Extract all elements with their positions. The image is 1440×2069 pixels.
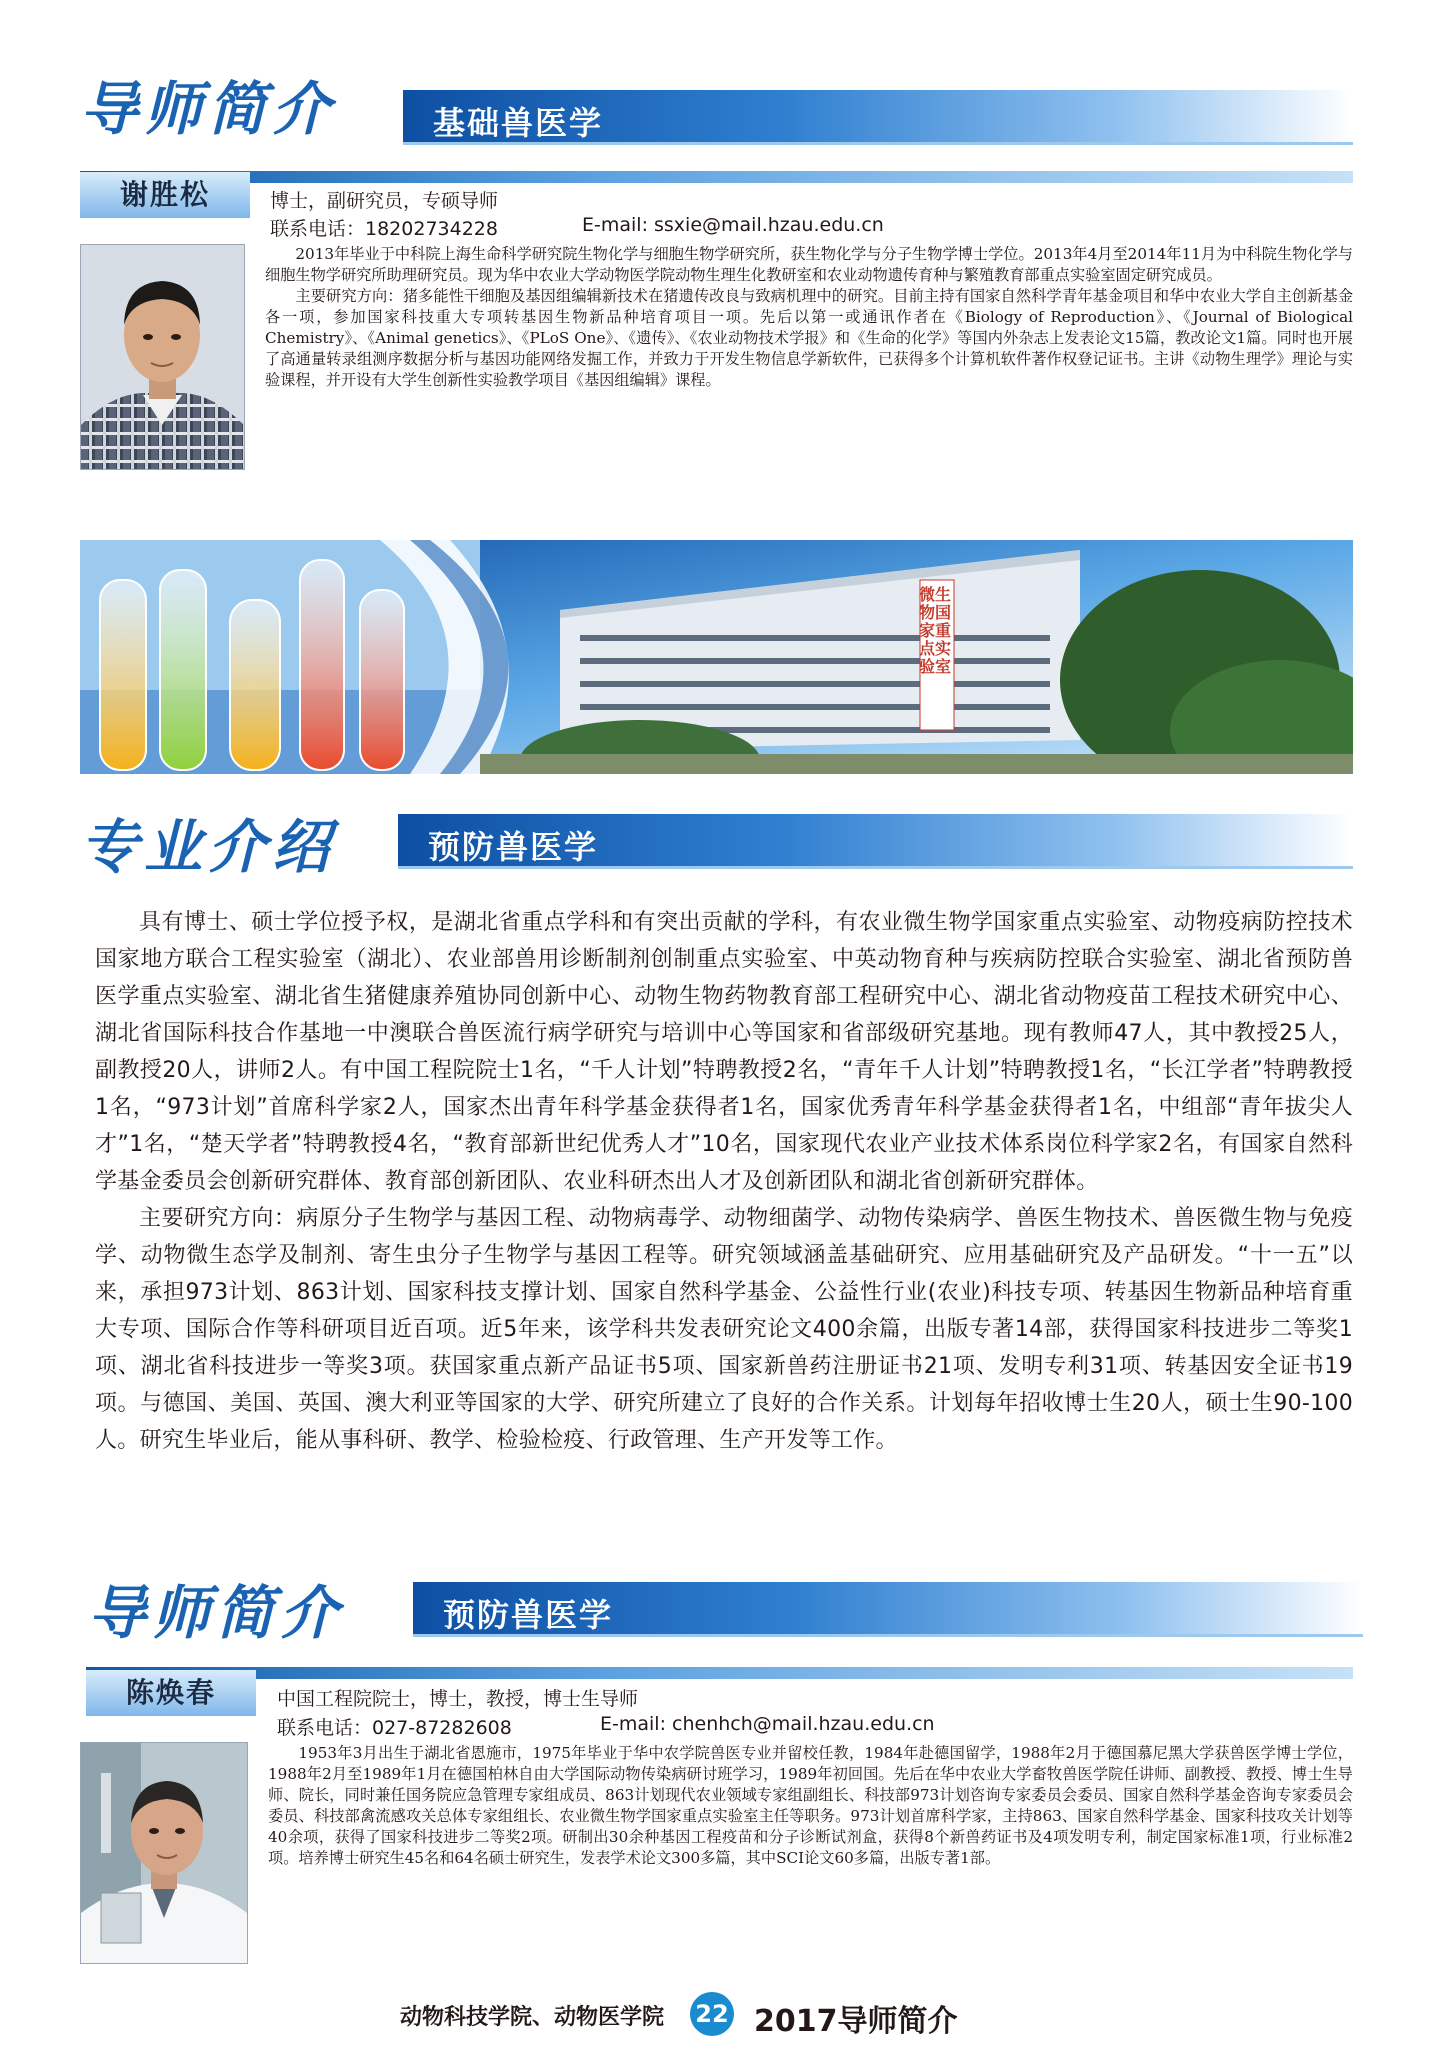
tutor1-name: 谢胜松 (80, 172, 250, 218)
tutor2-name: 陈焕春 (86, 1670, 256, 1716)
tutor1-bio-paragraph-1: 2013年毕业于中科院上海生命科学研究院生物化学与细胞生物学研究所，获生物化学与分子生物学博士学位。2013年4月至2014年11月为中科院生物化学与细胞生物学研究所助理研究员。现为华中农业大学动物医学院动物生理生化教研室和农业动物遗传育种与繁殖教育部重点实验室固定研究成员。 (265, 245, 1353, 284)
footer-college: 动物科技学院、动物医学院 (400, 2005, 665, 2030)
tutor2-bio-paragraph-1: 1953年3月出生于湖北省恩施市，1975年毕业于华中农学院兽医专业并留校任教，1984年赴德国留学，1988年2月于德国慕尼黑大学获兽医学博士学位，1988年2月至1989年1月在德国柏林自由大学国际动物传染病研讨班学习，1989年初回国。先后在华中农业大学畜牧兽医学院任讲师、副教授、教授、博士生导师、院长，同时兼任国务院应急管理专家组成员、863计划现代农业领域专家组副组长、科技部973计划咨询专家委员会委员、国家自然科学基金咨询专家委员会委员、科技部禽流感攻关总体专家组组长、农业微生物学国家重点实验室主任等职务。973计划首席科学家，主持863、国家自然科学基金、国家科技攻关计划等40余项，获得了国家科技进步二等奖2项。研制出30余种基因工程疫苗和分子诊断试剂盒，获得8个新兽药证书及4项发明专利，制定国家标准1项，行业标准2项。培养博士研究生45名和64名硕士研究生，发表学术论文300多篇，其中SCI论文60多篇，出版专著1部。 (268, 1744, 1353, 1867)
section-subtitle-preventive-vet-major: 预防兽医学 (428, 828, 599, 866)
tutor1-bio-paragraph-2: 主要研究方向：猪多能性干细胞及基因组编辑新技术在猪遗传改良与致病机理中的研究。目前主持有国家自然科学青年基金项目和华中农业大学自主创新基金各一项，参加国家科技重大专项转基因生物新品种培育项目一项。先后以第一或通讯作者在《Biology of Reproduction》、《Journal of Biological Chemistry》、《Animal genetics》、《PLoS One》、《遗传》、《农业动物技术学报》和《生命的化学》等国内外杂志上发表论文15篇，教改论文1篇。同时也开展了高通量转录组测序数据分析与基因功能网络发掘工作，并致力于开发生物信息学新软件，已获得多个计算机软件著作权登记证书。主讲《动物生理学》理论与实验课程，并开设有大学生创新性实验教学项目《基因组编辑》课程。 (265, 287, 1353, 389)
section-bar-preventive-vet (413, 1582, 1363, 1637)
section-title-tutor-intro-2: 导师简介 (88, 1579, 345, 1647)
lab-banner-image (80, 540, 1353, 774)
major-intro-paragraph-2: 主要研究方向：病原分子生物学与基因工程、动物病毒学、动物细菌学、动物传染病学、兽医生物技术、兽医微生物与免疫学、动物微生态学及制剂、寄生虫分子生物学与基因工程等。研究领域涵盖基础研究、应用基础研究及产品研发。“十一五”以来，承担973计划、863计划、国家科技支撑计划、国家自然科学基金、公益性行业(农业)科技专项、转基因生物新品种培育重大专项、国际合作等科研项目近百项。近5年来，该学科共发表研究论文400余篇，出版专著14部，获得国家科技进步二等奖1项、湖北省科技进步一等奖3项。获国家重点新产品证书5项、国家新兽药注册证书21项、发明专利31项、转基因安全证书19项。与德国、美国、英国、澳大利亚等国家的大学、研究所建立了良好的合作关系。计划每年招收博士生20人，硕士生90-100人。研究生毕业后，能从事科研、教学、检验检疫、行政管理、生产开发等工作。 (95, 1206, 1353, 1453)
tutor2-header-bar (86, 1667, 1353, 1679)
building-sign: 微生物国家重点实验室 (918, 585, 951, 676)
tutor1-phone: 联系电话：18202734228 (270, 218, 498, 240)
major-intro-paragraph-1: 具有博士、硕士学位授予权，是湖北省重点学科和有突出贡献的学科，有农业微生物学国家重点实验室、动物疫病防控技术国家地方联合工程实验室（湖北）、农业部兽用诊断制剂创制重点实验室、中英动物育种与疾病防控联合实验室、湖北省预防兽医学重点实验室、湖北省生猪健康养殖协同创新中心、动物生物药物教育部工程研究中心、湖北省动物疫苗工程技术研究中心、湖北省国际科技合作基地一中澳联合兽医流行病学研究与培训中心等国家和省部级研究基地。现有教师47人，其中教授25人，副教授20人，讲师2人。有中国工程院院士1名，“千人计划”特聘教授2名，“青年千人计划”特聘教授1名，“长江学者”特聘教授1名，“973计划”首席科学家2人，国家杰出青年科学基金获得者1名，国家优秀青年科学基金获得者1名，中组部“青年拔尖人才”1名，“楚天学者”特聘教授4名，“教育部新世纪优秀人才”10名，国家现代农业产业技术体系岗位科学家2名，有国家自然科学基金委员会创新研究群体、教育部创新团队、农业科研杰出人才及创新团队和湖北省创新研究群体。 (95, 910, 1353, 1194)
section-bar-preventive-vet-major (398, 814, 1353, 869)
tutor2-photo (80, 1742, 248, 1964)
tutor2-email: E-mail: chenhch@mail.hzau.edu.cn (600, 1713, 935, 1735)
tutor1-bio (265, 244, 1353, 391)
page-number: 22 (690, 1992, 734, 2036)
tutor2-bio (268, 1743, 1353, 1869)
tutor2-portrait-image (81, 1743, 247, 1963)
section-title-major-intro: 专业介绍 (80, 813, 337, 881)
footer-booklet-title: 2017导师简介 (754, 2004, 958, 2039)
major-intro-text (95, 904, 1353, 1459)
section-bar-basic-vet (403, 90, 1353, 145)
section-subtitle-preventive-vet: 预防兽医学 (443, 1596, 614, 1634)
tutor2-phone: 联系电话：027-87282608 (277, 1717, 512, 1739)
tutor1-portrait-image (81, 245, 244, 469)
lab-banner (80, 540, 1353, 774)
tutor1-photo (80, 244, 245, 470)
tutor1-email: E-mail: ssxie@mail.hzau.edu.cn (582, 214, 884, 236)
tutor1-position: 博士，副研究员，专硕导师 (270, 190, 499, 212)
section-subtitle-basic-vet: 基础兽医学 (433, 104, 604, 142)
tutor1-header-bar (80, 171, 1353, 183)
tutor2-position: 中国工程院院士，博士，教授，博士生导师 (277, 1688, 639, 1710)
section-title-tutor-intro-1: 导师简介 (80, 75, 337, 143)
